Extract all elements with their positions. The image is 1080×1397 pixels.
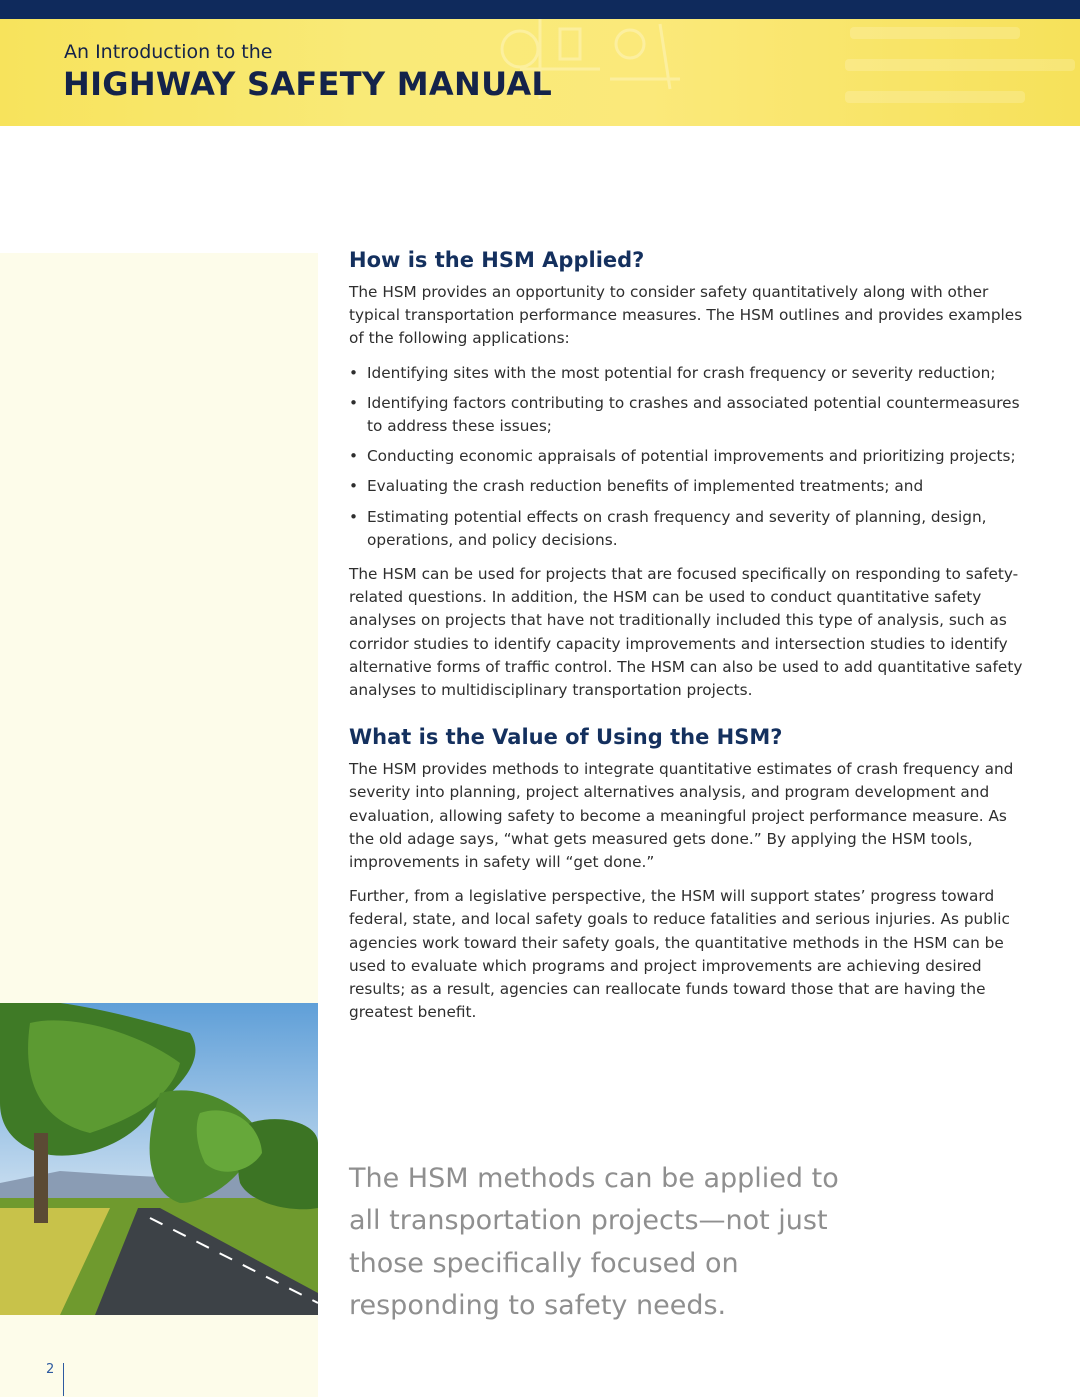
document-title: HIGHWAY SAFETY MANUAL — [63, 65, 553, 103]
bullet-icon: • — [349, 363, 359, 382]
section2-paragraph-1: The HSM provides methods to integrate quantitative estimates of crash frequency and severity into planning, project alternatives analysis, and program development and evaluation, allowing safety to become a meaningful project performance measure. As the old adage says, “what gets measured gets done.” By applying the HSM tools, improvements in safety will “get done.” — [349, 760, 1014, 872]
pull-quote: The HSM methods can be applied to all transportation projects—not just those specifically focused on responding to safety needs. — [349, 1163, 839, 1321]
section1-intro: The HSM provides an opportunity to consider safety quantitatively along with other typical transportation performance measures. The HSM outlines and provides examples of the following applications: — [349, 283, 1023, 348]
list-item-text: Estimating potential effects on crash frequency and severity of planning, design, operations, and policy decisions. — [367, 507, 987, 549]
document-subtitle: An Introduction to the — [64, 41, 273, 63]
list-item-text: Identifying sites with the most potential for crash frequency or severity reduction; — [367, 363, 996, 382]
list-item — [349, 362, 1024, 385]
bullet-icon: • — [349, 393, 359, 412]
list-item — [349, 392, 1024, 438]
section-heading-value-of-hsm: What is the Value of Using the HSM? — [349, 725, 783, 750]
list-item — [349, 506, 1024, 552]
applications-list — [349, 362, 1024, 552]
page-number-rule — [63, 1363, 64, 1396]
list-item-text: Identifying factors contributing to crashes and associated potential countermeasures to address these issues; — [367, 393, 1020, 436]
bullet-icon: • — [349, 477, 359, 496]
header-banner — [0, 19, 1080, 126]
page-number: 2 — [46, 1362, 55, 1377]
list-item-text: Evaluating the crash reduction benefits of implemented treatments; and — [367, 477, 924, 496]
main-content — [349, 248, 1024, 1035]
section-heading-hsm-applied: How is the HSM Applied? — [349, 248, 645, 272]
list-item — [349, 475, 1024, 498]
bullet-icon: • — [349, 447, 359, 466]
section1-body: The HSM can be used for projects that are focused specifically on responding to safety-related questions. In addition, the HSM can be used to conduct quantitative safety analyses on projects that have not traditionally included this type of analysis, such as corridor studies to identify capacity improvements and intersection studies to identify alternative forms of traffic control. The HSM can also be used to add quantitative safety analyses to multidisciplinary transportation projects. — [349, 565, 1023, 700]
list-item — [349, 445, 1024, 468]
bullet-icon: • — [349, 507, 359, 526]
section2-paragraph-2: Further, from a legislative perspective, the HSM will support states’ progress toward federal, state, and local safety goals to reduce fatalities and serious injuries. As public agencies work toward their safety goals, the quantitative methods in the HSM can be used to evaluate which programs and project improvements are achieving desired results; as a result, agencies can reallocate funds toward those that are having the greatest benefit. — [349, 887, 1010, 1022]
top-color-bar — [0, 0, 1080, 19]
list-item-text: Conducting economic appraisals of potential improvements and prioritizing projects; — [367, 447, 1016, 466]
road-landscape-photo — [0, 1003, 318, 1315]
